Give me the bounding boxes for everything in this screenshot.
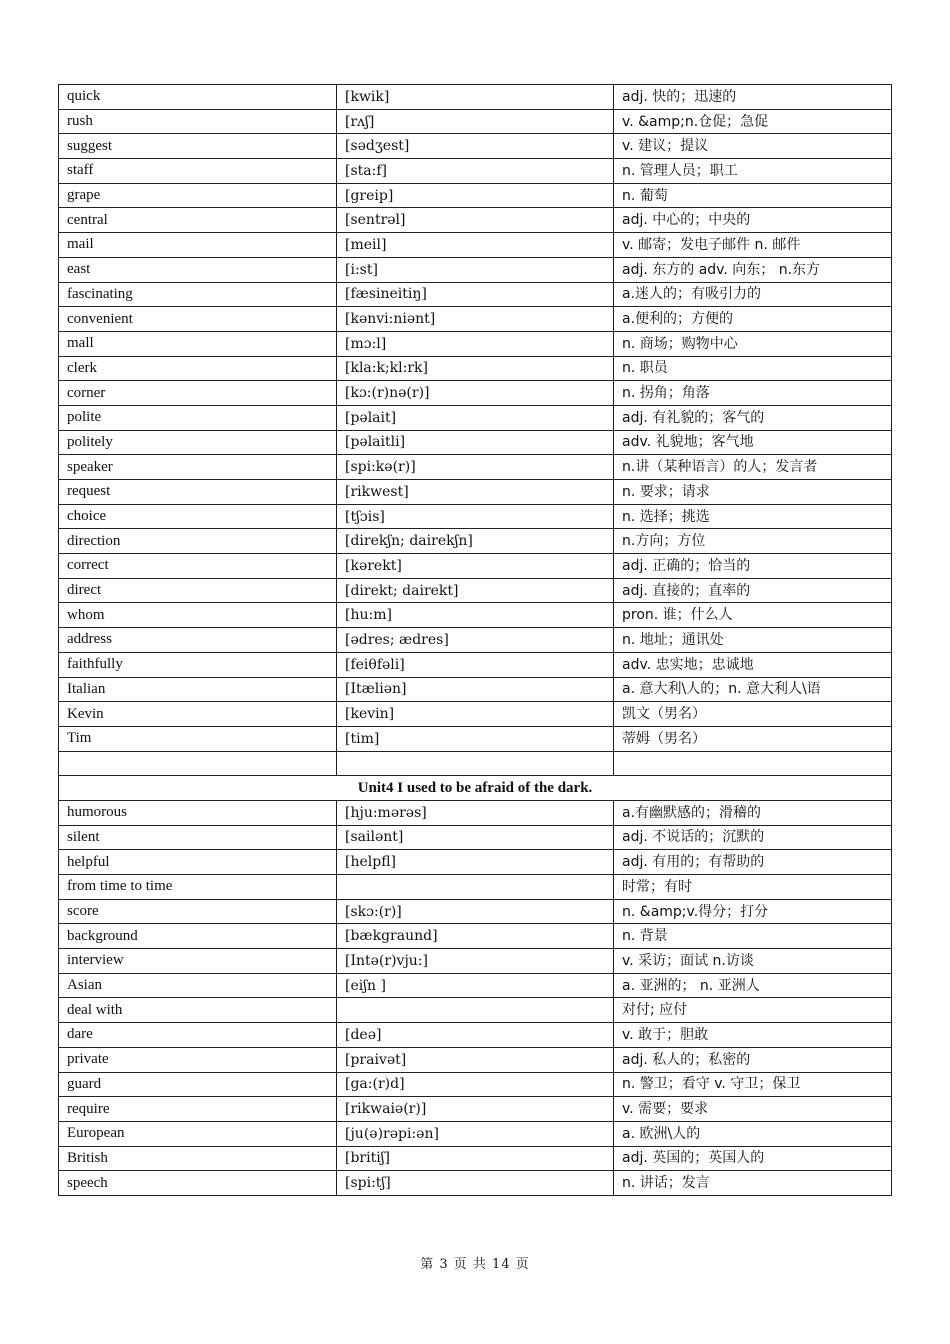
phonetic-cell: [ju(ə)rəpi:ən] <box>337 1121 614 1146</box>
word-cell: politely <box>59 430 337 455</box>
table-row <box>59 109 892 134</box>
phonetic-cell: [spi:kə(r)] <box>337 455 614 480</box>
meaning-cell: n. 讲话；发言 <box>614 1171 892 1196</box>
word-cell: background <box>59 924 337 949</box>
word-cell: corner <box>59 381 337 406</box>
meaning-cell: adj. 东方的 adv. 向东； n.东方 <box>614 257 892 282</box>
table-row <box>59 1171 892 1196</box>
table-row <box>59 875 892 900</box>
phonetic-cell: [meil] <box>337 233 614 258</box>
word-cell: silent <box>59 825 337 850</box>
phonetic-cell: [pəlaitli] <box>337 430 614 455</box>
word-cell: choice <box>59 504 337 529</box>
table-row <box>59 257 892 282</box>
table-row <box>59 134 892 159</box>
phonetic-cell: [i:st] <box>337 257 614 282</box>
table-row <box>59 751 892 776</box>
word-cell: Tim <box>59 726 337 751</box>
table-row <box>59 208 892 233</box>
phonetic-cell: [britiʃ] <box>337 1146 614 1171</box>
meaning-cell: n. 职员 <box>614 356 892 381</box>
meaning-cell: n. 警卫；看守 v. 守卫；保卫 <box>614 1072 892 1097</box>
meaning-cell: pron. 谁；什么人 <box>614 603 892 628</box>
meaning-cell: a.有幽默感的；滑稽的 <box>614 800 892 825</box>
table-row <box>59 307 892 332</box>
phonetic-cell: [spi:tʃ] <box>337 1171 614 1196</box>
table-row <box>59 430 892 455</box>
phonetic-cell: [hju:mərəs] <box>337 800 614 825</box>
word-cell: speech <box>59 1171 337 1196</box>
meaning-cell: n. 地址；通讯处 <box>614 628 892 653</box>
table-row <box>59 1146 892 1171</box>
word-cell: deal with <box>59 998 337 1023</box>
word-cell: fascinating <box>59 282 337 307</box>
word-cell: Asian <box>59 973 337 998</box>
table-row <box>59 652 892 677</box>
meaning-cell: n. 拐角；角落 <box>614 381 892 406</box>
meaning-cell: adj. 正确的；恰当的 <box>614 554 892 579</box>
table-row <box>59 529 892 554</box>
table-row <box>59 282 892 307</box>
word-cell: faithfully <box>59 652 337 677</box>
phonetic-cell: [kərekt] <box>337 554 614 579</box>
meaning-cell: n. 葡萄 <box>614 183 892 208</box>
table-row <box>59 949 892 974</box>
phonetic-cell: [Intə(r)vju:] <box>337 949 614 974</box>
table-row <box>59 998 892 1023</box>
word-cell: British <box>59 1146 337 1171</box>
word-cell: east <box>59 257 337 282</box>
phonetic-cell <box>337 875 614 900</box>
table-row <box>59 726 892 751</box>
word-cell: Italian <box>59 677 337 702</box>
phonetic-cell: [rikwaiə(r)] <box>337 1097 614 1122</box>
phonetic-cell: [deə] <box>337 1023 614 1048</box>
phonetic-cell: [tim] <box>337 726 614 751</box>
table-row <box>59 1097 892 1122</box>
meaning-cell: adj. 私人的；私密的 <box>614 1047 892 1072</box>
table-row <box>59 356 892 381</box>
phonetic-cell <box>337 751 614 776</box>
word-cell: direct <box>59 578 337 603</box>
word-cell: rush <box>59 109 337 134</box>
word-cell: dare <box>59 1023 337 1048</box>
table-row <box>59 603 892 628</box>
table-row <box>59 850 892 875</box>
word-cell: central <box>59 208 337 233</box>
word-cell: mail <box>59 233 337 258</box>
phonetic-cell: [helpfl] <box>337 850 614 875</box>
meaning-cell: n.讲（某种语言）的人；发言者 <box>614 455 892 480</box>
table-row <box>59 973 892 998</box>
meaning-cell: 时常；有时 <box>614 875 892 900</box>
meaning-cell: a. 欧洲\人的 <box>614 1121 892 1146</box>
meaning-cell: adj. 有用的；有帮助的 <box>614 850 892 875</box>
word-cell: European <box>59 1121 337 1146</box>
meaning-cell: v. 邮寄；发电子邮件 n. 邮件 <box>614 233 892 258</box>
meaning-cell: v. 需要；要求 <box>614 1097 892 1122</box>
table-row <box>59 554 892 579</box>
table-row <box>59 825 892 850</box>
word-cell: polite <box>59 405 337 430</box>
meaning-cell: adj. 不说话的；沉默的 <box>614 825 892 850</box>
meaning-cell: 对付; 应付 <box>614 998 892 1023</box>
word-cell: Kevin <box>59 702 337 727</box>
word-cell: humorous <box>59 800 337 825</box>
meaning-cell: n. 选择；挑选 <box>614 504 892 529</box>
word-cell: mall <box>59 331 337 356</box>
word-cell: score <box>59 899 337 924</box>
meaning-cell: adv. 忠实地；忠诚地 <box>614 652 892 677</box>
table-row <box>59 381 892 406</box>
phonetic-cell: [sta:f] <box>337 159 614 184</box>
word-cell: whom <box>59 603 337 628</box>
table-row <box>59 702 892 727</box>
meaning-cell: adj. 英国的；英国人的 <box>614 1146 892 1171</box>
table-row <box>59 628 892 653</box>
meaning-cell: adj. 快的；迅速的 <box>614 85 892 110</box>
phonetic-cell: [direkʃn; dairekʃn] <box>337 529 614 554</box>
meaning-cell: v. 建议；提议 <box>614 134 892 159</box>
phonetic-cell: [ədres; ædres] <box>337 628 614 653</box>
table-row <box>59 1121 892 1146</box>
phonetic-cell: [mɔ:l] <box>337 331 614 356</box>
phonetic-cell: [fæsineitiŋ] <box>337 282 614 307</box>
word-cell: convenient <box>59 307 337 332</box>
meaning-cell: adj. 中心的；中央的 <box>614 208 892 233</box>
unit-header-row <box>59 776 892 801</box>
meaning-cell: adj. 有礼貌的；客气的 <box>614 405 892 430</box>
phonetic-cell: [sentrəl] <box>337 208 614 233</box>
vocabulary-rows-unit4 <box>59 800 892 1195</box>
phonetic-cell: [eiʃn ] <box>337 973 614 998</box>
table-row <box>59 899 892 924</box>
word-cell: staff <box>59 159 337 184</box>
table-row <box>59 1072 892 1097</box>
unit-header-section <box>59 776 892 801</box>
phonetic-cell: [tʃɔis] <box>337 504 614 529</box>
phonetic-cell: [kla:k;kl:rk] <box>337 356 614 381</box>
vocabulary-rows-unit3 <box>59 85 892 776</box>
table-row <box>59 405 892 430</box>
table-row <box>59 1023 892 1048</box>
phonetic-cell: [kevin] <box>337 702 614 727</box>
word-cell: address <box>59 628 337 653</box>
phonetic-cell: [sədʒest] <box>337 134 614 159</box>
table-row <box>59 455 892 480</box>
phonetic-cell: [feiθfəli] <box>337 652 614 677</box>
word-cell: correct <box>59 554 337 579</box>
word-cell: grape <box>59 183 337 208</box>
meaning-cell: n. &amp;v.得分；打分 <box>614 899 892 924</box>
meaning-cell: adv. 礼貌地；客气地 <box>614 430 892 455</box>
word-cell: speaker <box>59 455 337 480</box>
word-cell: quick <box>59 85 337 110</box>
vocabulary-table <box>58 84 892 1196</box>
word-cell: request <box>59 480 337 505</box>
phonetic-cell: [bækgraund] <box>337 924 614 949</box>
phonetic-cell: [pəlait] <box>337 405 614 430</box>
phonetic-cell: [kɔ:(r)nə(r)] <box>337 381 614 406</box>
table-row <box>59 924 892 949</box>
table-row <box>59 480 892 505</box>
table-row <box>59 1047 892 1072</box>
table-row <box>59 183 892 208</box>
meaning-cell: 凯文（男名） <box>614 702 892 727</box>
table-row <box>59 159 892 184</box>
meaning-cell: a.迷人的；有吸引力的 <box>614 282 892 307</box>
word-cell: from time to time <box>59 875 337 900</box>
word-cell: suggest <box>59 134 337 159</box>
meaning-cell: a.便利的；方便的 <box>614 307 892 332</box>
phonetic-cell: [Itæliən] <box>337 677 614 702</box>
phonetic-cell: [rikwest] <box>337 480 614 505</box>
phonetic-cell: [hu:m] <box>337 603 614 628</box>
phonetic-cell: [rʌʃ] <box>337 109 614 134</box>
word-cell: private <box>59 1047 337 1072</box>
table-row <box>59 331 892 356</box>
word-cell: direction <box>59 529 337 554</box>
phonetic-cell: [kənvi:niənt] <box>337 307 614 332</box>
meaning-cell: n. 管理人员；职工 <box>614 159 892 184</box>
word-cell: require <box>59 1097 337 1122</box>
meaning-cell: n.方向；方位 <box>614 529 892 554</box>
table-row <box>59 504 892 529</box>
phonetic-cell: [greip] <box>337 183 614 208</box>
meaning-cell: v. 采访；面试 n.访谈 <box>614 949 892 974</box>
unit-title: Unit4 I used to be afraid of the dark. <box>59 776 892 801</box>
phonetic-cell: [sailənt] <box>337 825 614 850</box>
page-number-footer: 第 3 页 共 14 页 <box>420 1257 530 1272</box>
word-cell: clerk <box>59 356 337 381</box>
meaning-cell: n. 背景 <box>614 924 892 949</box>
phonetic-cell: [skɔ:(r)] <box>337 899 614 924</box>
meaning-cell <box>614 751 892 776</box>
phonetic-cell: [ga:(r)d] <box>337 1072 614 1097</box>
table-row <box>59 578 892 603</box>
word-cell: guard <box>59 1072 337 1097</box>
word-cell: interview <box>59 949 337 974</box>
meaning-cell: 蒂姆（男名） <box>614 726 892 751</box>
table-row <box>59 85 892 110</box>
meaning-cell: v. 敢于；胆敢 <box>614 1023 892 1048</box>
meaning-cell: n. 商场；购物中心 <box>614 331 892 356</box>
table-row <box>59 800 892 825</box>
phonetic-cell: [praivət] <box>337 1047 614 1072</box>
meaning-cell: a. 意大利\人的；n. 意大利人\语 <box>614 677 892 702</box>
phonetic-cell: [direkt; dairekt] <box>337 578 614 603</box>
phonetic-cell <box>337 998 614 1023</box>
meaning-cell: n. 要求；请求 <box>614 480 892 505</box>
word-cell <box>59 751 337 776</box>
meaning-cell: adj. 直接的；直率的 <box>614 578 892 603</box>
phonetic-cell: [kwik] <box>337 85 614 110</box>
table-row <box>59 677 892 702</box>
meaning-cell: v. &amp;n.仓促；急促 <box>614 109 892 134</box>
meaning-cell: a. 亚洲的； n. 亚洲人 <box>614 973 892 998</box>
word-cell: helpful <box>59 850 337 875</box>
table-row <box>59 233 892 258</box>
